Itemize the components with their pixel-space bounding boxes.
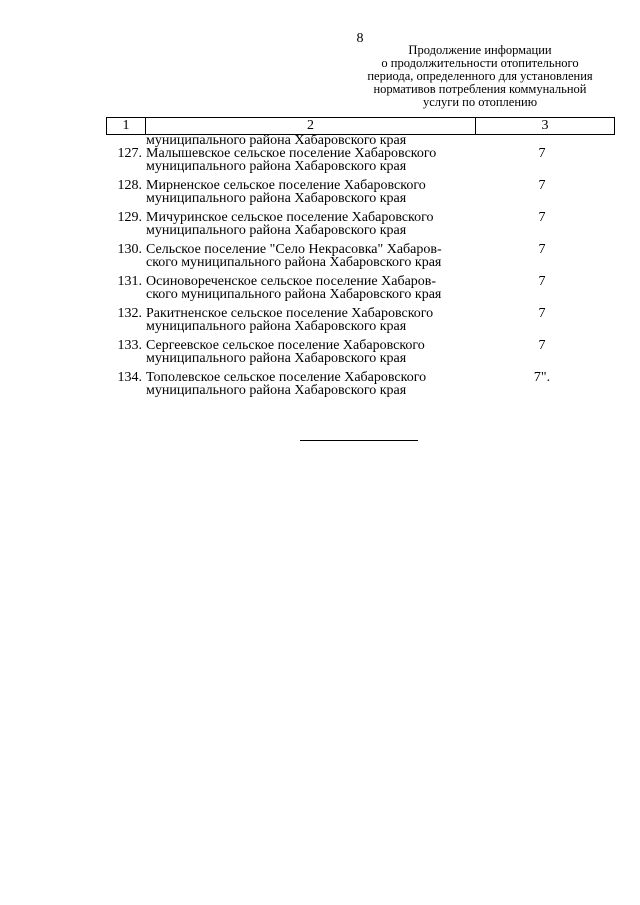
column-header-3: 3 xyxy=(541,118,549,133)
row-name xyxy=(146,243,482,269)
row-name-line: ского муниципального района Хабаровского края xyxy=(146,287,442,302)
row-name-line: Мирненское сельское поселение Хабаровского xyxy=(146,178,426,193)
row-number: 130. xyxy=(117,242,142,257)
row-name xyxy=(146,339,482,365)
row-name-line: Сергеевское сельское поселение Хабаровского xyxy=(146,338,425,353)
row-number: 127. xyxy=(117,146,142,161)
page-number: 8 xyxy=(356,31,364,46)
table-row xyxy=(106,307,615,333)
row-value: 7 xyxy=(538,274,546,289)
row-value: 7". xyxy=(533,370,551,385)
row-name-line: ского муниципального района Хабаровского края xyxy=(146,255,442,270)
row-value: 7 xyxy=(538,178,546,193)
row-name-line: Ракитненское сельское поселение Хабаровского xyxy=(146,306,434,321)
continued-text: муниципального района Хабаровского края xyxy=(146,133,407,148)
continuation-line: нормативов потребления коммунальной xyxy=(373,82,587,96)
row-name-line: Осиновореченское сельское поселение Хабаров- xyxy=(146,274,437,289)
row-name-line: Мичуринское сельское поселение Хабаровского xyxy=(146,210,434,225)
continuation-line: периода, определенного для установления xyxy=(367,69,593,83)
row-name xyxy=(146,307,482,333)
table-row xyxy=(106,179,615,205)
row-number: 134. xyxy=(117,370,142,385)
row-value: 7 xyxy=(538,210,546,225)
table-row xyxy=(106,147,615,173)
row-name xyxy=(146,179,482,205)
column-header-2: 2 xyxy=(146,118,476,134)
row-number: 129. xyxy=(117,210,142,225)
row-name-line: Сельское поселение "Село Некрасовка" Хабаров- xyxy=(146,242,442,257)
table-row xyxy=(106,371,615,397)
continuation-line: услуги по отоплению xyxy=(422,95,538,109)
table-row xyxy=(106,275,615,301)
row-name-line: муниципального района Хабаровского края xyxy=(146,191,407,206)
row-number: 131. xyxy=(117,274,142,289)
table-row xyxy=(106,243,615,269)
closing-divider xyxy=(300,440,418,441)
row-name-line: Тополевское сельское поселение Хабаровского xyxy=(146,370,427,385)
row-number: 128. xyxy=(117,178,142,193)
row-name xyxy=(146,275,482,301)
row-name xyxy=(146,147,482,173)
row-name-line: Малышевское сельское поселение Хабаровского xyxy=(146,146,437,161)
row-value: 7 xyxy=(538,306,546,321)
row-name-line: муниципального района Хабаровского края xyxy=(146,319,407,334)
row-number: 133. xyxy=(117,338,142,353)
row-value: 7 xyxy=(538,338,546,353)
continuation-line: о продолжительности отопительного xyxy=(381,56,579,70)
row-name-line: муниципального района Хабаровского края xyxy=(146,383,407,398)
table-body xyxy=(106,134,615,397)
row-name xyxy=(146,371,482,397)
row-name xyxy=(146,211,482,237)
continuation-note xyxy=(360,44,600,109)
row-name-line: муниципального района Хабаровского края xyxy=(146,351,407,366)
row-value: 7 xyxy=(538,242,546,257)
row-value: 7 xyxy=(538,146,546,161)
row-number: 132. xyxy=(117,306,142,321)
row-name-line: муниципального района Хабаровского края xyxy=(146,223,407,238)
table-row xyxy=(106,211,615,237)
column-header-1: 1 xyxy=(107,118,146,134)
continuation-line: Продолжение информации xyxy=(408,43,552,57)
row-name-line: муниципального района Хабаровского края xyxy=(146,159,407,174)
table-row xyxy=(106,339,615,365)
